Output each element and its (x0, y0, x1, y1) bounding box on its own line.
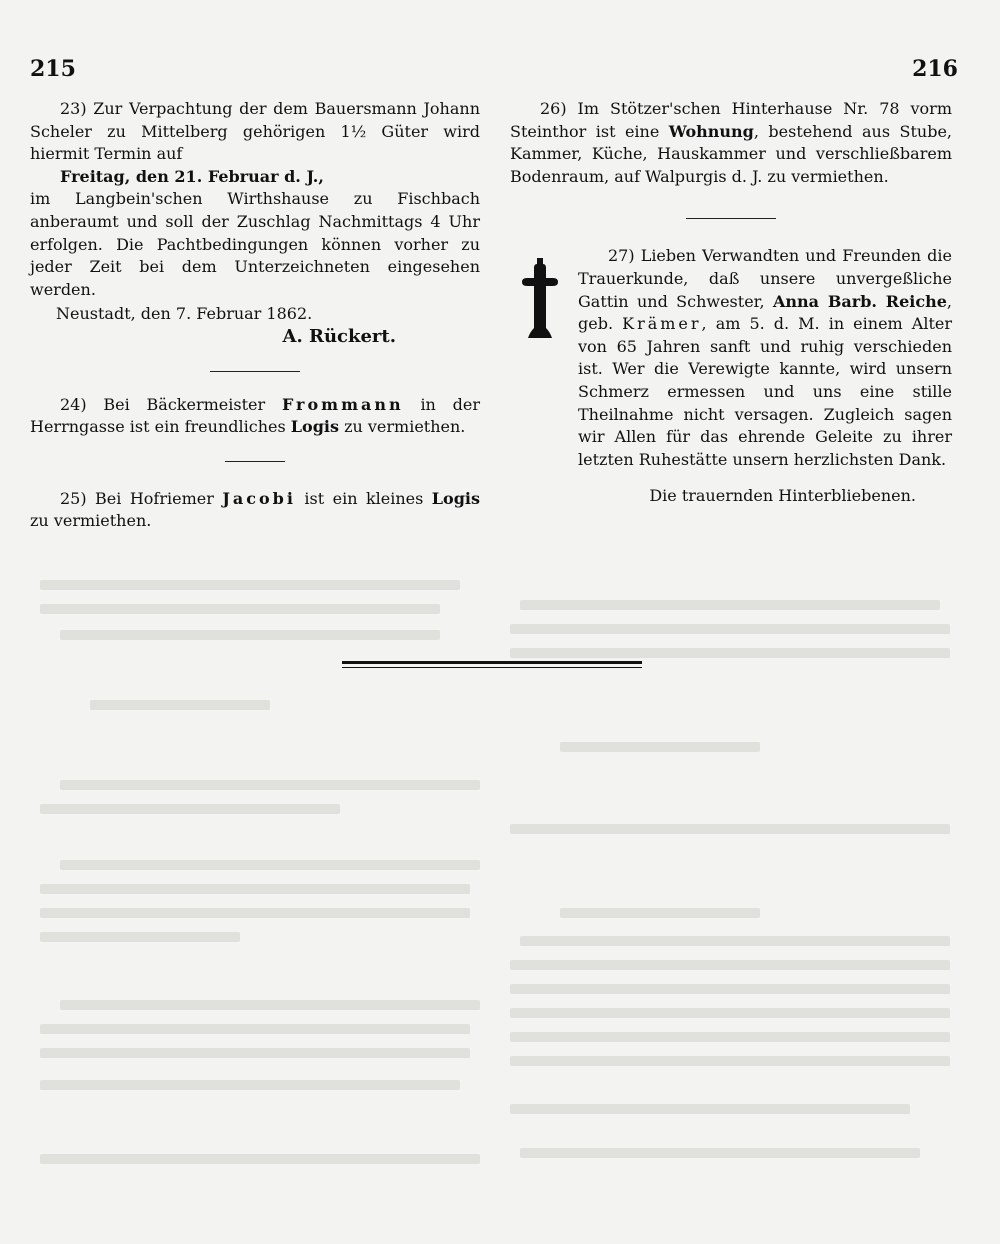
notice-27-middle: , geb. (578, 291, 952, 334)
notice-23-place-date: Neustadt, den 7. Februar 1862. (56, 304, 313, 324)
notice-25-prefix: 25) Bei Hofriemer (60, 488, 214, 508)
page-number-right: 216 (912, 56, 958, 82)
notice-27-closing: Die trauernden Hinterbliebenen. (649, 486, 916, 506)
notice-26-keyword: Wohnung (668, 121, 754, 141)
notice-25-middle: ist ein kleines (304, 488, 424, 508)
notice-25 (30, 488, 480, 533)
notice-25-name: Jacobi (222, 488, 296, 508)
notice-23-intro: 23) Zur Verpachtung der dem Bauersmann Johann Scheler zu Mittelberg gehörigen 1½ Güter wird hiermit Termin auf (30, 99, 480, 164)
notice-24-suffix: zu vermiethen. (344, 417, 466, 437)
right-column (510, 98, 952, 508)
notice-26-prefix: 26) Im Stötzer'schen Hinterhause Nr. 78 vorm Steinthor ist eine (510, 99, 952, 141)
notice-27 (510, 245, 952, 471)
notice-25-keyword: Logis (431, 488, 480, 508)
notice-27-body: , am 5. d. M. in einem Alter von 65 Jahren sanft und ruhig verschieden ist. Wer die Verewigte kannte, wird unsern Schmerz ermessen und uns eine stille Theilnahme nicht versagen. Zugleich sagen wir Allen für das ehrende Geleite zu ihrer letzten Ruhestätte unsern herzlichsten Dank. (578, 314, 952, 469)
left-column (30, 98, 480, 533)
section-divider (342, 661, 642, 668)
notice-26-suffix: , bestehend aus Stube, Kammer, Küche, Hauskammer und verschließbarem Bodenraum, auf Walpurgis d. J. zu vermiethen. (510, 121, 953, 186)
notice-24-prefix: 24) Bei Bäckermeister (60, 394, 266, 414)
separator-rule (225, 461, 285, 462)
latin-cross-icon (522, 258, 558, 340)
notice-27-maiden: Krämer (622, 314, 702, 334)
notice-23-date: Freitag, den 21. Februar d. J., (60, 166, 324, 186)
notice-23-signature: A. Rückert. (282, 325, 396, 347)
notice-25-suffix: zu vermiethen. (30, 511, 152, 531)
notice-23-body: im Langbein'schen Wirthshause zu Fischbach anberaumt und soll der Zuschlag Nachmittags 4 Uhr erfolgen. Die Pachtbedingungen können vorher zu jeder Zeit bei dem Unterzeichneten eingesehen werden. (30, 189, 480, 299)
page-number-left: 215 (30, 56, 76, 82)
notice-24-middle: in der Herrngasse ist ein freundliches (30, 394, 481, 437)
notice-24 (30, 394, 480, 439)
notice-27-name: Anna Barb. Reiche (773, 291, 947, 311)
notice-27-prefix: 27) Lieben Verwandten und Freunden die Trauerkunde, daß unsere unvergeßliche Gattin und Schwester, (578, 246, 952, 311)
separator-rule (686, 218, 776, 219)
notice-24-keyword: Logis (290, 417, 339, 437)
separator-rule (210, 371, 300, 372)
notice-26 (510, 98, 952, 188)
notice-24-name: Frommann (281, 394, 404, 414)
